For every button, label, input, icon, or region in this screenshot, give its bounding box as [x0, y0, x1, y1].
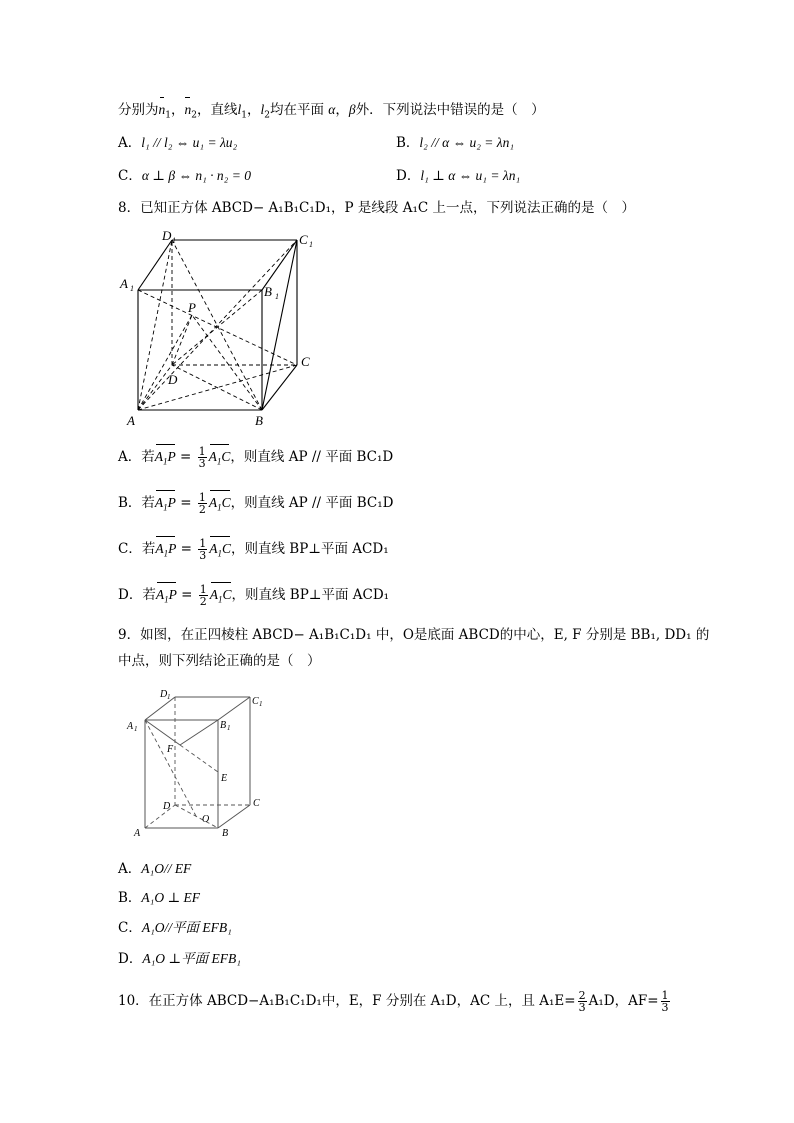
q7-l1: l — [237, 102, 242, 117]
svg-text:1: 1 — [167, 693, 171, 701]
q9-stem-line1: 9．如图，在正四棱柱 ABCD− A₁B₁C₁D₁ 中，O是底面 ABCD的中心，E, F 分别是 BB₁, DD₁ 的 — [118, 627, 710, 643]
q9-label-d1: D — [160, 689, 168, 700]
q8-label-d1: D — [162, 228, 172, 243]
q8-label-d: D — [168, 372, 178, 387]
q8-stem: 8．已知正方体 ABCD− A₁B₁C₁D₁，P 是线段 A₁C 上一点，下列说法正确的是（ ） — [118, 200, 635, 216]
q8-label-b: B — [255, 413, 263, 428]
q9-stem-line2: 中点，则下列结论正确的是（ ） — [118, 653, 321, 669]
q8-option-c[interactable]: C．若$A_1P$ = $\frac{1}{3}$ $A_1C$，则直线 BP⊥平面 ACD₁ — [118, 537, 389, 562]
q7-stem: 分别为$n_1$，$n_2$，直线$l_1$，$l_2$均在平面 α，β外．下列说法中错误的是（ ） — [118, 102, 545, 121]
svg-text:1: 1 — [275, 292, 279, 301]
q8-option-b[interactable]: B．若$A_1P$ = $\frac{1}{2}$ $A_1C$，则直线 AP // 平面 BC₁D — [118, 491, 394, 516]
q7-option-a[interactable]: A．l₁ // l₂ ⇔ u₁ = λu₂ — [118, 135, 238, 151]
q8-label-p: P — [188, 300, 196, 315]
q9-label-a: A — [134, 828, 141, 839]
q7-n2: n — [184, 100, 191, 120]
q10-stem: 10．在正方体 ABCD−A₁B₁C₁D₁中，E，F 分别在 A₁D，AC 上，且 A₁E= $\frac{2}{3}$ A₁D，AF= $\frac{1}{3}$ — [118, 989, 669, 1014]
q7-n1: n — [159, 100, 166, 120]
svg-text:1: 1 — [172, 236, 176, 245]
q9-label-b: B — [222, 828, 229, 839]
q10-frac-1-3: $\frac{1}{3}$ — [661, 989, 669, 1014]
q9-label-b1: B — [220, 720, 227, 731]
q7-option-d[interactable]: D．l₁ ⊥ α ⇔ u₁ = λn₁ — [396, 168, 521, 184]
q8-option-a[interactable]: A．若$A_1P$ = $\frac{1}{3}$ $A_1C$，则直线 AP // 平面 BC₁D — [118, 445, 394, 470]
q7-stem-mid2: 均在平面 — [269, 102, 324, 118]
q9-label-d: D — [163, 801, 171, 812]
q7-beta: β — [348, 102, 356, 117]
q8-label-c: C — [301, 354, 310, 369]
q9-label-c: C — [253, 798, 260, 809]
q9-option-d[interactable]: D．A₁O ⊥平面 EFB₁ — [118, 951, 241, 967]
q7-stem-suffix: 外．下列说法中错误的是（ ） — [355, 102, 545, 118]
q9-option-b[interactable]: B．A₁O ⊥ EF — [118, 890, 201, 906]
q7-stem-prefix: 分别为 — [118, 102, 159, 118]
q9-label-e: E — [221, 773, 228, 784]
q9-option-c[interactable]: C．A₁O//平面 EFB₁ — [118, 920, 232, 936]
svg-text:1: 1 — [309, 240, 313, 249]
q7-alpha: α — [328, 102, 336, 117]
q9-label-a1: A — [127, 721, 134, 732]
q9-option-a[interactable]: A．A₁O// EF — [118, 861, 192, 877]
q8-label-c1: C — [299, 232, 308, 247]
svg-text:1: 1 — [227, 724, 231, 732]
q8-option-d[interactable]: D．若$A_1P$ = $\frac{1}{2}$ $A_1C$，则直线 BP⊥平面 ACD₁ — [118, 583, 390, 608]
q9-label-o: O — [202, 814, 210, 825]
q9-label-c1: C — [252, 696, 259, 707]
q7-stem-mid: ，直线 — [196, 102, 238, 118]
q10-frac-2-3: $\frac{2}{3}$ — [578, 989, 586, 1014]
q7-option-b[interactable]: B．l₂ // α ⇔ u₂ = λn₁ — [396, 135, 515, 151]
q7-l2: l — [260, 102, 265, 117]
svg-text:1: 1 — [259, 700, 263, 708]
q7-option-c[interactable]: C．α ⊥ β ⇔ n₁ · n₂ = 0 — [118, 168, 251, 184]
q9-label-f: F — [167, 744, 174, 755]
q8-label-b1: B — [264, 284, 272, 299]
svg-text:1: 1 — [134, 725, 138, 733]
q8-label-a: A — [127, 413, 135, 428]
svg-text:1: 1 — [130, 284, 134, 293]
q8-label-a1: A — [120, 276, 128, 291]
